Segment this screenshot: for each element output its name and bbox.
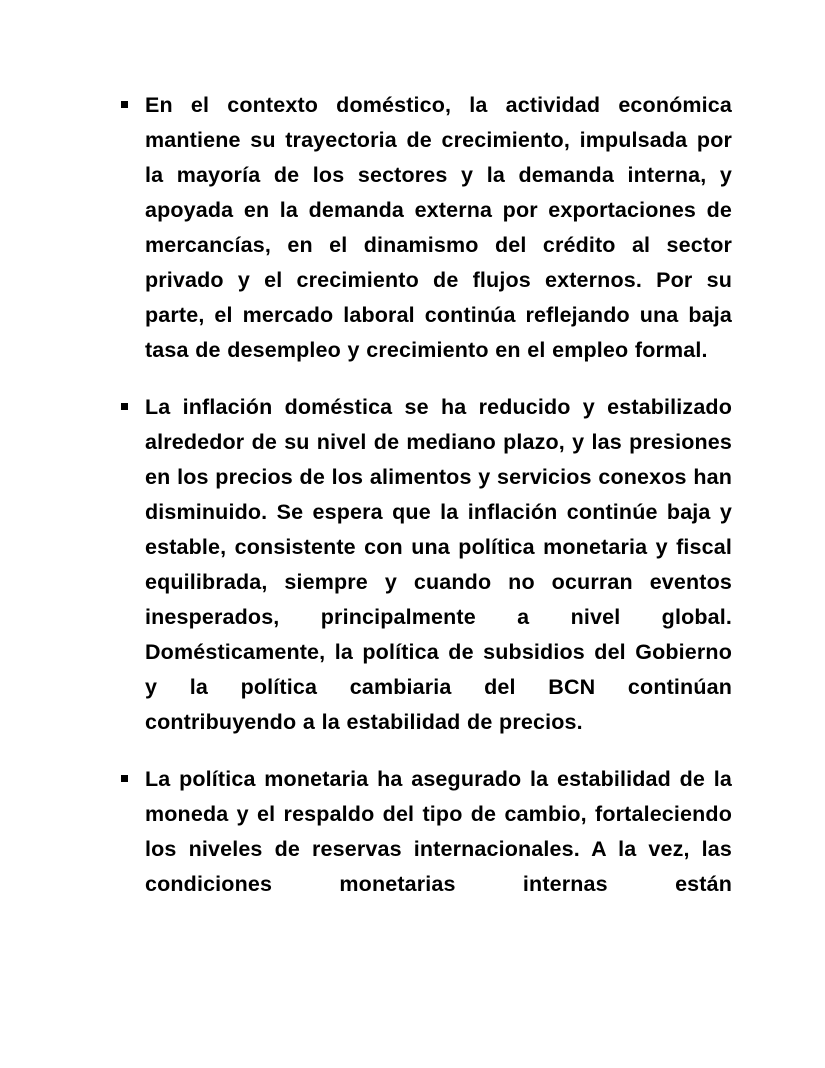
bullet-square-icon — [121, 403, 128, 410]
list-item — [118, 88, 732, 368]
paragraph-text: En el contexto doméstico, la actividad económica mantiene su trayectoria de crecimiento, impulsada por la mayoría de los sectores y la demanda interna, y apoyada en la demanda externa por exportaciones de mercancías, en el dinamismo del crédito al sector privado y el crecimiento de flujos externos. Por su parte, el mercado laboral continúa reflejando una baja tasa de desempleo y crecimiento en el empleo formal. — [145, 93, 732, 362]
document-body — [118, 88, 732, 937]
bullet-square-icon — [121, 101, 128, 108]
paragraph-text: La inflación doméstica se ha reducido y estabilizado alrededor de su nivel de mediano plazo, y las presiones en los precios de los alimentos y servicios conexos han disminuido. Se espera que la inflación continúe baja y estable, consistente con una política monetaria y fiscal equilibrada, siempre y cuando no ocurran eventos inesperados, principalmente a nivel global. Domésticamente, la política de subsidios del Gobierno y la política cambiaria del BCN continúan contribuyendo a la estabilidad de precios. — [145, 395, 732, 734]
list-item — [118, 762, 732, 937]
paragraph-text: La política monetaria ha asegurado la estabilidad de la moneda y el respaldo del tipo de cambio, fortaleciendo los niveles de reservas internacionales. A la vez, las condiciones monetarias internas están — [145, 767, 732, 896]
list-item — [118, 390, 732, 740]
bullet-square-icon — [121, 775, 128, 782]
